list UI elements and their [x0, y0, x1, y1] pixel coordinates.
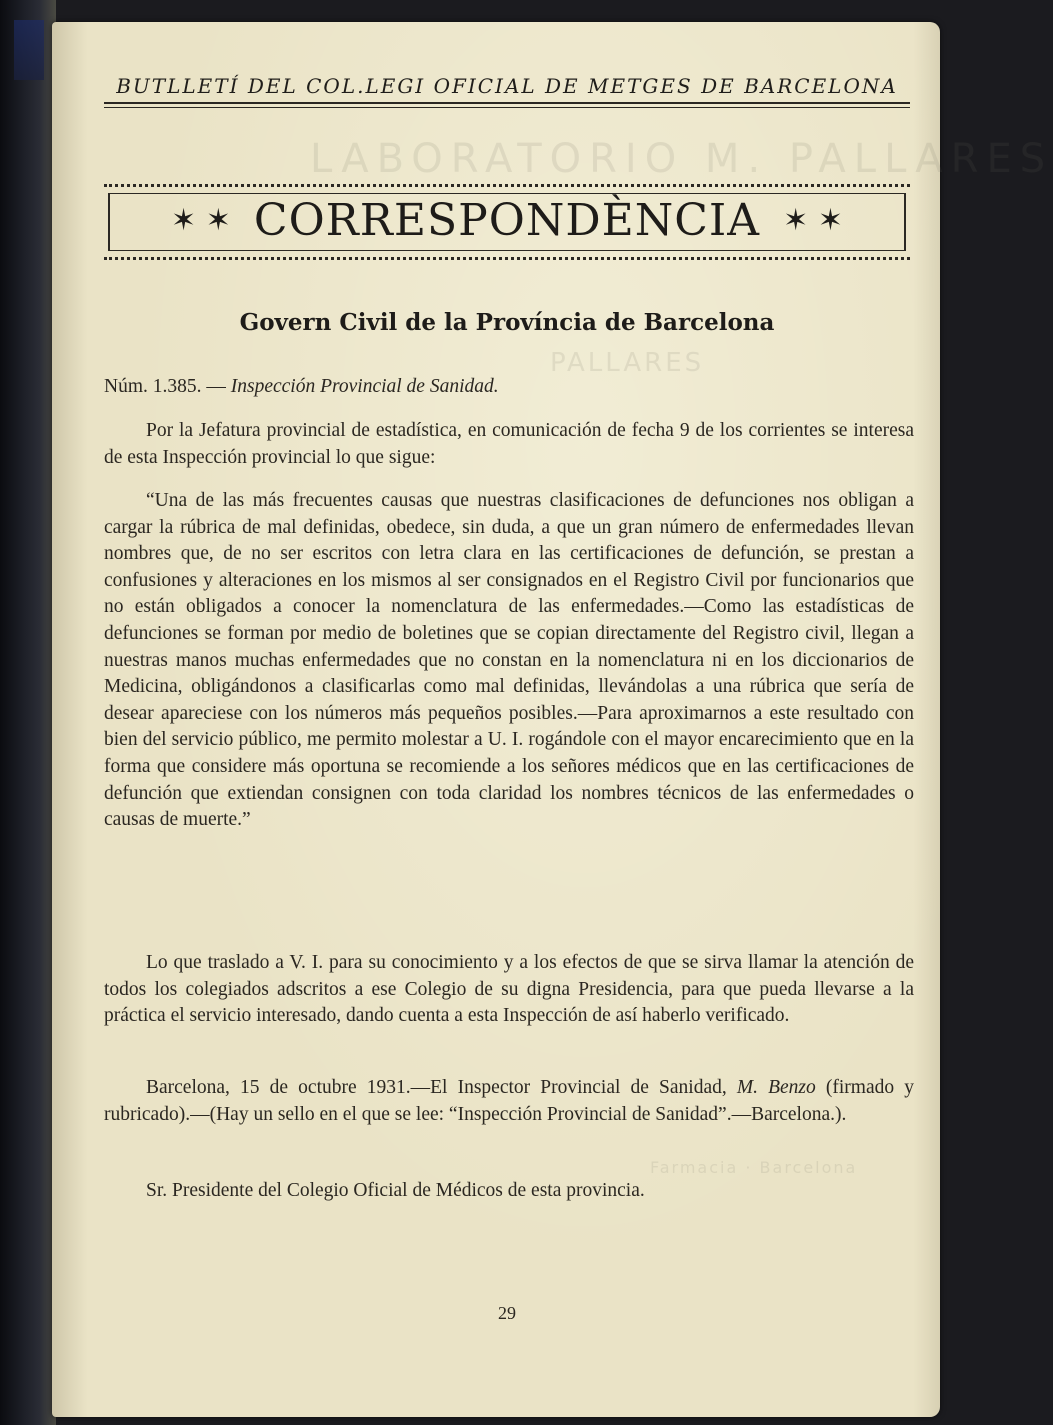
star-ornament-left: ✶ ✶	[171, 203, 231, 238]
addressee-paragraph: Sr. Presidente del Colegio Oficial de Médicos de esta provincia.	[146, 1180, 645, 1201]
traslado-paragraph: Lo que traslado a V. I. para su conocimiento y a los efectos de que se sirva llamar la atención de todos los colegiados adscritos a ese Colegio de su digna Presidencia, para que pueda llevarse a la práctica el servicio interesado, dando cuenta a esta Inspección de así haberlo verificado.	[104, 952, 914, 1027]
running-head-rule-bottom	[104, 107, 910, 108]
section-banner	[104, 184, 910, 260]
quote-paragraph: “Una de las más frecuentes causas que nuestras clasificaciones de defunciones nos obligan a cargar la rúbrica de mal definidas, obedece, sin duda, a que un gran número de enfermedades llevan nombres que, de no ser escritos con letra clara en las certificaciones de defunción, se prestan a confusiones y alteraciones en los mismos al ser consignados en el Registro Civil por funcionarios que no están obligados a conocer la nomenclatura de las enfermedades.—Como las estadísticas de defunciones se forman por medio de boletines que se copian directamente del Registro civil, llegan a nuestras manos muchas enfermedades que no constan en la nomenclatura ni en los diccionarios de Medicina, obligándonos a clasificarlas como mal definidas, llevándolas a una rúbrica que sería de desear apareciese con los números más pequeños posibles.—Para aproximarnos a este resultado con bien del servicio público, me permito molestar a U. I. rogándole con el mayor encarecimiento que en la forma que considere más oportuna se recomiende a los señores médicos que en las certificaciones de defunción que extiendan consignen con toda claridad los nombres técnicos de las enfermedades o causas de muerte.”	[104, 490, 914, 831]
page-number: 29	[498, 1303, 516, 1323]
document-page	[52, 22, 1053, 1417]
signature-name: M. Benzo	[736, 1077, 816, 1098]
reference-number: Núm. 1.385. —	[104, 376, 226, 397]
section-title: Govern Civil de la Província de Barcelona	[239, 309, 775, 336]
running-head-rule-top	[104, 102, 910, 104]
quote-paragraph-block	[104, 488, 914, 834]
banner-content	[104, 195, 910, 246]
banner-title: CORRESPONDÈNCIA	[253, 195, 761, 246]
star-ornament-right: ✶ ✶	[783, 203, 843, 238]
book-binding	[0, 0, 56, 1425]
signature-text-before: Barcelona, 15 de octubre 1931.—El Inspector Provincial de Sanidad,	[146, 1077, 727, 1098]
addressee-paragraph-block	[104, 1178, 914, 1205]
reference-line	[104, 376, 499, 398]
signature-paragraph	[104, 1075, 914, 1128]
running-head: BUTLLETÍ DEL COL.LEGI OFICIAL DE METGES DE BARCELONA	[116, 74, 898, 98]
signature-paragraph-block	[104, 1075, 914, 1128]
intro-paragraph-block	[104, 418, 914, 471]
bleed-through: LABORATORIO M. PALLARES PALLARES Farmacia · Barcelona	[310, 136, 1053, 1177]
traslado-paragraph-block	[104, 950, 914, 1030]
binding-cloth	[14, 20, 44, 80]
reference-office: Inspección Provincial de Sanidad.	[230, 376, 499, 397]
signature-text-after: (firmado y rubricado).—(Hay un sello en el que se lee: “Inspección Provincial de Sanidad”.—Barcelona.).	[104, 1077, 914, 1125]
intro-paragraph: Por la Jefatura provincial de estadística, en comunicación de fecha 9 de los corrientes se interesa de esta Inspección provincial lo que sigue:	[104, 420, 914, 468]
